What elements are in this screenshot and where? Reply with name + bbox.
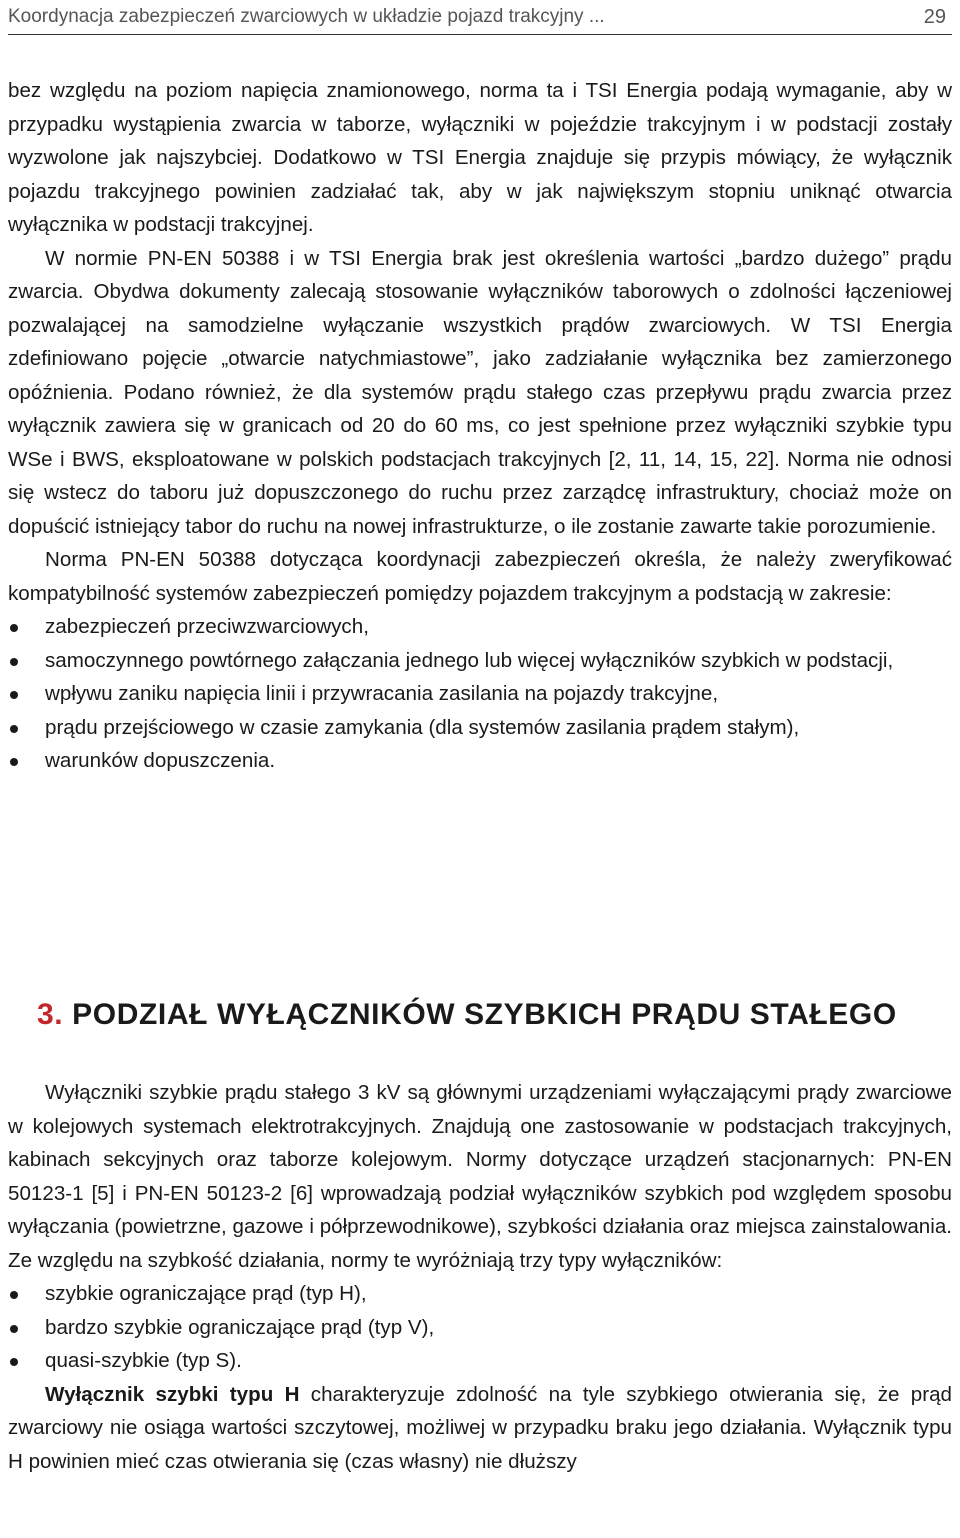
bullet-list	[8, 1277, 952, 1378]
section-3-body	[8, 1076, 952, 1478]
list-item: szybkie ograniczające prąd (typ H),	[8, 1277, 952, 1311]
list-item: prądu przejściowego w czasie zamykania (dla systemów zasilania prądem stałym),	[8, 711, 952, 745]
bullet-list	[8, 610, 952, 778]
running-header	[8, 0, 952, 35]
list-item: samoczynnego powtórnego załączania jednego lub więcej wyłączników szybkich w podstacji,	[8, 644, 952, 678]
bullet-icon	[10, 1325, 18, 1333]
section-1-body	[8, 74, 952, 778]
paragraph: W normie PN-EN 50388 i w TSI Energia brak jest określenia wartości „bardzo dużego” prądu zwarcia. Obydwa dokumenty zalecają stosowanie wyłączników taborowych o zdolności łączeniowej pozwalającej na samodzielne wyłączanie wszystkich prądów zwarciowych. W TSI Energia zdefiniowano pojęcie „otwarcie natychmiastowe”, jako zadziałanie wyłącznika bez zamierzonego opóźnienia. Podano również, że dla systemów prądu stałego czas przepływu prądu zwarcia przez wyłącznik zawiera się w granicach od 20 do 60 ms, co jest spełnione przez wyłączniki szybkie typu WSe i BWS, eksploatowane w polskich podstacjach trakcyjnych [2, 11, 14, 15, 22]. Norma nie odnosi się wstecz do taboru już dopuszczonego do ruchu przez zarządcę infrastruktury, chociaż może on dopuścić istniejący tabor do ruchu na nowej infrastrukturze, o ile zostanie zawarte takie porozumienie.	[8, 246, 952, 538]
paragraph: Wyłączniki szybkie prądu stałego 3 kV są głównymi urządzeniami wyłączającymi prądy zwarciowe w kolejowych systemach elektrotrakcyjnych. Znajdują one zastosowanie w podstacjach trakcyjnych, kabinach sekcyjnych oraz taborze kolejowym. Normy dotyczące urządzeń stacjonarnych: PN-EN 50123-1 [5] i PN-EN 50123-2 [6] wprowadzają podział wyłączników szybkich pod względem sposobu wyłączania (powietrzne, gazowe i półprzewodnikowe), szybkości działania oraz miejsca zainstalowania. Ze względu na szybkość działania, normy te wyróżniają trzy typy wyłączników:	[8, 1081, 952, 1272]
bullet-icon	[10, 725, 18, 733]
running-title: Koordynacja zabezpieczeń zwarciowych w układzie pojazd trakcyjny ...	[8, 6, 605, 27]
paragraph: Norma PN-EN 50388 dotycząca koordynacji zabezpieczeń określa, że należy zweryfikować kompatybilność systemów zabezpieczeń pomiędzy pojazdem trakcyjnym a podstacją w zakresie:	[8, 548, 952, 605]
bullet-icon	[10, 624, 18, 632]
bold-term: Wyłącznik szybki typu H	[45, 1382, 300, 1406]
section-heading	[37, 998, 897, 1032]
bullet-icon	[10, 691, 18, 699]
bullet-icon	[10, 1358, 18, 1366]
page-number: 29	[923, 5, 946, 28]
paragraph: Wyłącznik szybki typu H charakteryzuje zdolność na tyle szybkiego otwierania się, że prąd zwarciowy nie osiąga wartości szczytowej, możliwej w przypadku braku jego działania. Wyłącznik typu H powinien mieć czas otwierania się (czas własny) nie dłuższy	[8, 1382, 952, 1473]
section-title: PODZIAŁ WYŁĄCZNIKÓW SZYBKICH PRĄDU STAŁEGO	[72, 998, 897, 1031]
list-item: warunków dopuszczenia.	[8, 744, 952, 778]
list-item: zabezpieczeń przeciwzwarciowych,	[8, 610, 952, 644]
paragraph: bez względu na poziom napięcia znamionowego, norma ta i TSI Energia podają wymaganie, aby w przypadku wystąpienia zwarcia w taborze, wyłączniki w pojeździe trakcyjnym i w podstacji zostały wyzwolone jak najszybciej. Dodatkowo w TSI Energia znajduje się przypis mówiący, że wyłącznik pojazdu trakcyjnego powinien zadziałać tak, aby w jak największym stopniu uniknąć otwarcia wyłącznika w podstacji trakcyjnej.	[8, 79, 952, 236]
bullet-icon	[10, 1291, 18, 1299]
list-item: bardzo szybkie ograniczające prąd (typ V),	[8, 1311, 952, 1345]
bullet-icon	[10, 658, 18, 666]
list-item: quasi-szybkie (typ S).	[8, 1344, 952, 1378]
list-item: wpływu zaniku napięcia linii i przywracania zasilania na pojazdy trakcyjne,	[8, 677, 952, 711]
bullet-icon	[10, 758, 18, 766]
section-number: 3.	[37, 998, 64, 1031]
